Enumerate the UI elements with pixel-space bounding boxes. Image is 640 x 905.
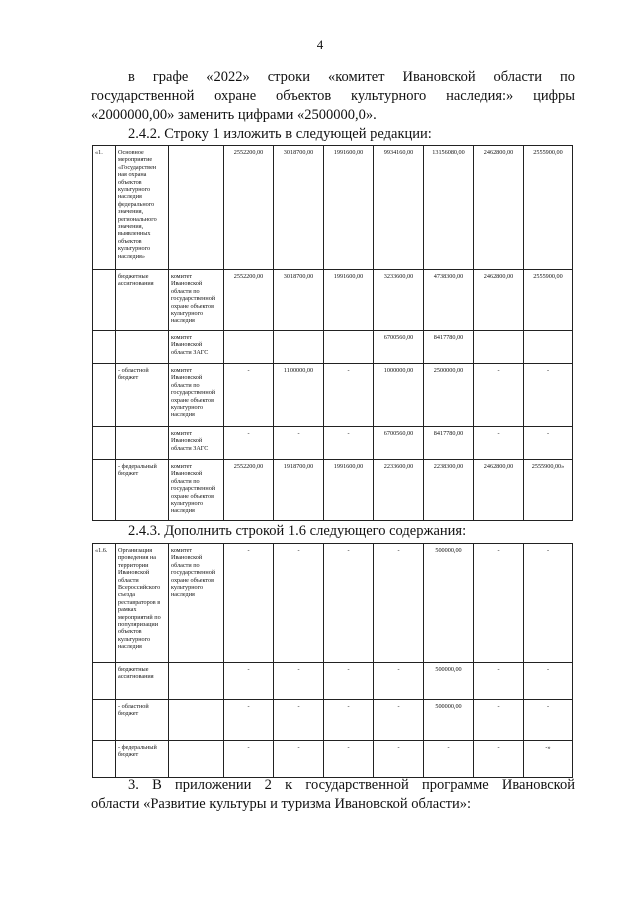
amount-cell: - xyxy=(474,544,524,663)
amount-cell: 3233600,00 xyxy=(374,270,424,331)
amount-cell: 2462800,00 xyxy=(474,460,524,521)
amount-cell: - xyxy=(374,544,424,663)
amount-cell: 2462800,00 xyxy=(474,146,524,270)
amount-cell: 1991600,00 xyxy=(324,146,374,270)
row-index-cell xyxy=(93,700,116,741)
amount-cell: 2555900,00» xyxy=(524,460,573,521)
executor-cell: комитет Ивановской области ЗАГС xyxy=(169,331,224,364)
amount-cell: - xyxy=(224,700,274,741)
amount-cell: 500000,00 xyxy=(424,700,474,741)
amount-cell: 2552200,00 xyxy=(224,270,274,331)
executor-cell xyxy=(169,663,224,700)
amount-cell xyxy=(324,331,374,364)
measure-name-cell: Организация проведения на территории Ивановской области Всероссийского съезда реставраторов в рамках мероприятий по популяризации объектов культурного наследия xyxy=(116,544,169,663)
program-table-row-1-6 xyxy=(92,543,573,778)
measure-name-cell: - областной бюджет xyxy=(116,364,169,427)
amount-cell: - xyxy=(224,544,274,663)
closing-paragraph xyxy=(91,776,575,814)
row-index-cell xyxy=(93,364,116,427)
table-row xyxy=(93,270,573,331)
table-row xyxy=(93,700,573,741)
amount-cell: - xyxy=(374,663,424,700)
amount-cell: - xyxy=(474,427,524,460)
amount-cell: 2555900,00 xyxy=(524,146,573,270)
amount-cell: 500000,00 xyxy=(424,544,474,663)
row-index-cell xyxy=(93,331,116,364)
table-row xyxy=(93,331,573,364)
amount-cell: -» xyxy=(524,741,573,778)
executor-cell: комитет Ивановской области по государственной охране объектов культурного наследия xyxy=(169,270,224,331)
amount-cell: 3018700,00 xyxy=(274,270,324,331)
amount-cell: - xyxy=(224,663,274,700)
row-index-cell: «1.6. xyxy=(93,544,116,663)
amount-cell xyxy=(274,331,324,364)
amount-cell: - xyxy=(524,700,573,741)
amount-cell: - xyxy=(324,741,374,778)
amount-cell: 13156080,00 xyxy=(424,146,474,270)
amount-cell: - xyxy=(524,427,573,460)
closing-line: области «Развитие культуры и туризма Ивановской области»: xyxy=(91,796,472,812)
amount-cell: - xyxy=(274,663,324,700)
amount-cell: - xyxy=(474,700,524,741)
measure-name-cell xyxy=(116,331,169,364)
row-index-cell xyxy=(93,460,116,521)
amount-cell: - xyxy=(324,364,374,427)
amount-cell: - xyxy=(274,741,324,778)
amount-cell: 2462800,00 xyxy=(474,270,524,331)
amount-cell: 2552200,00 xyxy=(224,460,274,521)
measure-name-cell xyxy=(116,427,169,460)
amount-cell: 2552200,00 xyxy=(224,146,274,270)
measure-name-cell: бюджетные ассигнования xyxy=(116,663,169,700)
amount-cell: - xyxy=(374,700,424,741)
amount-cell: - xyxy=(274,700,324,741)
intro-paragraph xyxy=(91,68,575,125)
amount-cell: - xyxy=(524,364,573,427)
table-row xyxy=(93,544,573,663)
table-row xyxy=(93,663,573,700)
executor-cell xyxy=(169,741,224,778)
amount-cell: 6700560,00 xyxy=(374,331,424,364)
table-row xyxy=(93,427,573,460)
section-2-4-2-heading: 2.4.2. Строку 1 изложить в следующей редакции: xyxy=(128,126,432,142)
measure-name-cell: - областной бюджет xyxy=(116,700,169,741)
executor-cell: комитет Ивановской области по государственной охране объектов культурного наследия xyxy=(169,544,224,663)
section-2-4-3-heading: 2.4.3. Дополнить строкой 1.6 следующего содержания: xyxy=(128,523,467,539)
amount-cell: 8417780,00 xyxy=(424,331,474,364)
amount-cell: 6700560,00 xyxy=(374,427,424,460)
measure-name-cell: - федеральный бюджет xyxy=(116,741,169,778)
amount-cell: - xyxy=(524,663,573,700)
amount-cell: - xyxy=(274,544,324,663)
amount-cell: - xyxy=(424,741,474,778)
amount-cell: 2500000,00 xyxy=(424,364,474,427)
amount-cell: 500000,00 xyxy=(424,663,474,700)
intro-line: в графе «2022» строки «комитет Ивановской области по xyxy=(128,69,575,85)
intro-line: «2000000,00» заменить цифрами «2500000,0». xyxy=(91,107,377,123)
table-row xyxy=(93,741,573,778)
amount-cell: - xyxy=(324,700,374,741)
amount-cell: - xyxy=(474,663,524,700)
amount-cell: - xyxy=(324,663,374,700)
amount-cell: 1918700,00 xyxy=(274,460,324,521)
table-row xyxy=(93,146,573,270)
amount-cell: - xyxy=(474,364,524,427)
executor-cell: комитет Ивановской области по государственной охране объектов культурного наследия xyxy=(169,460,224,521)
amount-cell: - xyxy=(474,741,524,778)
row-index-cell: «1. xyxy=(93,146,116,270)
amount-cell: 1991600,00 xyxy=(324,270,374,331)
amount-cell: - xyxy=(224,364,274,427)
amount-cell: 2238300,00 xyxy=(424,460,474,521)
amount-cell xyxy=(524,331,573,364)
amount-cell: 1000000,00 xyxy=(374,364,424,427)
amount-cell: - xyxy=(324,544,374,663)
amount-cell: - xyxy=(224,427,274,460)
amount-cell: - xyxy=(224,741,274,778)
amount-cell xyxy=(224,331,274,364)
row-index-cell xyxy=(93,427,116,460)
amount-cell: 3018700,00 xyxy=(274,146,324,270)
amount-cell: - xyxy=(324,427,374,460)
amount-cell: 8417780,00 xyxy=(424,427,474,460)
amount-cell: 9934160,00 xyxy=(374,146,424,270)
row-index-cell xyxy=(93,270,116,331)
amount-cell: 2233600,00 xyxy=(374,460,424,521)
page-number: 4 xyxy=(316,37,324,52)
executor-cell xyxy=(169,700,224,741)
table-row xyxy=(93,364,573,427)
executor-cell: комитет Ивановской области ЗАГС xyxy=(169,427,224,460)
amount-cell: - xyxy=(274,427,324,460)
intro-line: государственной охране объектов культурного наследия:» цифры xyxy=(91,88,575,104)
measure-name-cell: бюджетные ассигнования xyxy=(116,270,169,331)
program-table-row-1 xyxy=(92,145,573,521)
row-index-cell xyxy=(93,741,116,778)
measure-name-cell: - федеральный бюджет xyxy=(116,460,169,521)
row-index-cell xyxy=(93,663,116,700)
amount-cell xyxy=(474,331,524,364)
amount-cell: 4738300,00 xyxy=(424,270,474,331)
amount-cell: - xyxy=(524,544,573,663)
amount-cell: 1991600,00 xyxy=(324,460,374,521)
measure-name-cell: Основное мероприятие «Государствен ная охрана объектов культурного наследия федерального значения, регионального значения, выявленных объектов культурного наследия» xyxy=(116,146,169,270)
executor-cell xyxy=(169,146,224,270)
amount-cell: - xyxy=(374,741,424,778)
table-row xyxy=(93,460,573,521)
closing-line: 3. В приложении 2 к государственной программе Ивановской xyxy=(128,777,575,793)
amount-cell: 2555900,00 xyxy=(524,270,573,331)
executor-cell: комитет Ивановской области по государственной охране объектов культурного наследия xyxy=(169,364,224,427)
amount-cell: 1100000,00 xyxy=(274,364,324,427)
